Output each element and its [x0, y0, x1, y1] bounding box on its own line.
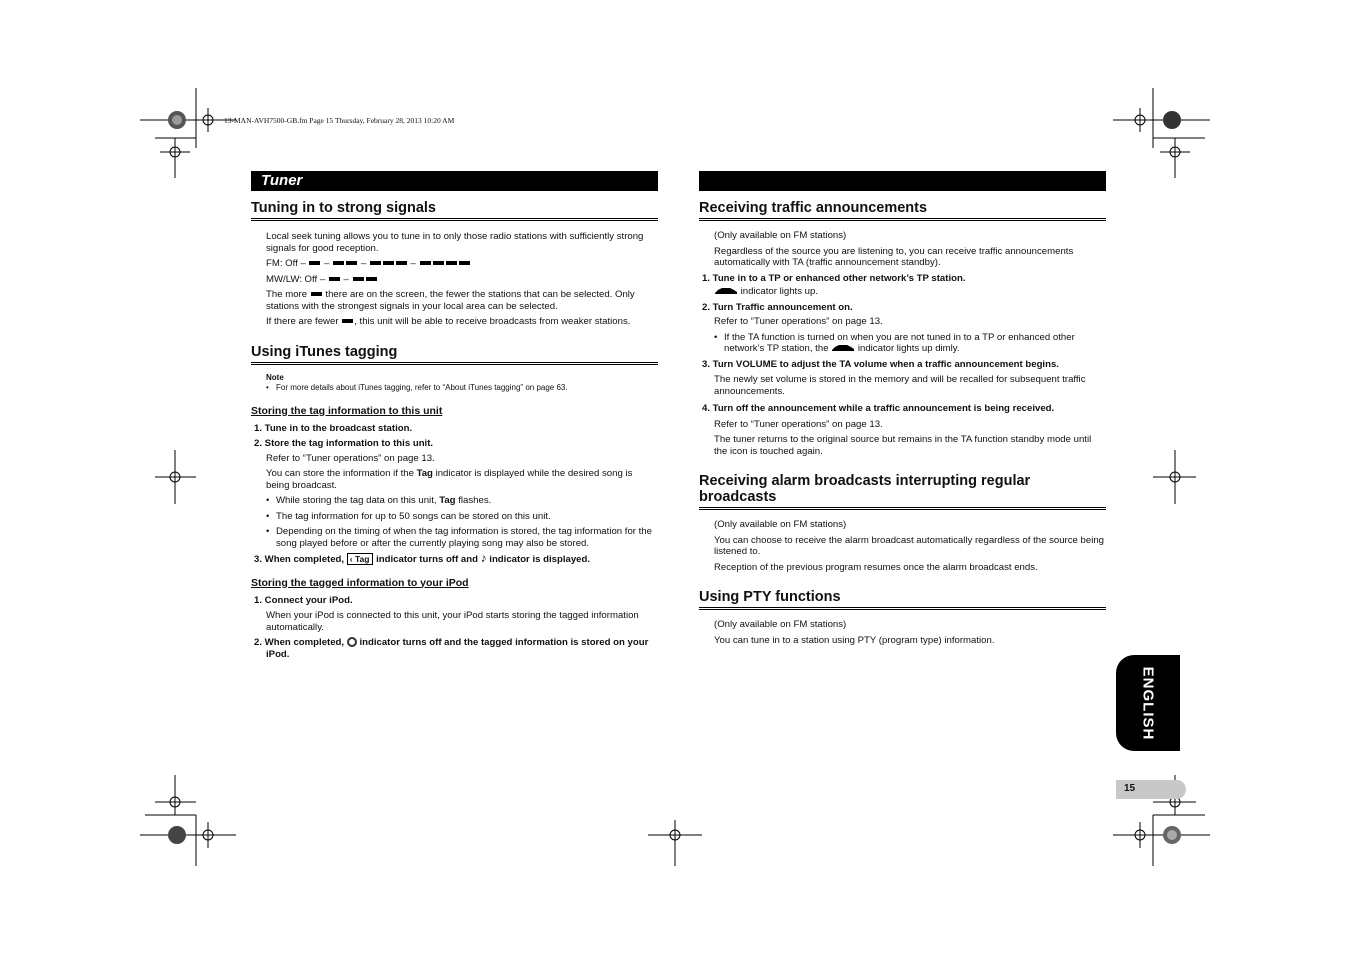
store-info-text: You can store the information if the Tag indicator is displayed while the desired song is being broadcast. [266, 468, 633, 491]
tuning-fewer-text: If there are fewer , this unit will be able to receive broadcasts from weaker stations. [266, 316, 631, 327]
car-indicator-icon-dim [831, 344, 855, 353]
bullet-50-songs: • The tag information for up to 50 songs can be stored on this unit. [266, 511, 658, 523]
refer-tuner-ops: Refer to “Tuner operations” on page 13. [266, 452, 435, 464]
note-text: • For more details about iTunes tagging, refer to “About iTunes tagging” on page 63. [266, 383, 658, 393]
traffic-availability: (Only available on FM stations) [714, 230, 847, 241]
tuning-intro: Local seek tuning allows you to tune in to only those radio stations with sufficiently strong signals for good reception. [266, 231, 644, 254]
tuning-more-text: The more there are on the screen, the fewer the stations that can be selected. Only stations with the strongest signals in your local area can be selected. [266, 289, 635, 312]
step-tune-tp: 1. Tune in to a TP or enhanced other network’s TP station. [702, 272, 966, 284]
bullet-ta-dim: • If the TA function is turned on when you are not tuned in to a TP or enhanced other network’s TP station, the indicator lights up dimly. [714, 332, 1106, 355]
ipod-storing-text: When your iPod is connected to this unit, your iPod starts storing the tagged information automatically. [266, 610, 639, 633]
subheading-storing-ipod: Storing the tagged information to your iPod [251, 576, 469, 589]
page-number-pill [1116, 780, 1186, 799]
right-column [699, 171, 1106, 650]
pty-intro: You can tune in to a station using PTY (program type) information. [714, 634, 995, 646]
ipod-sync-icon [347, 637, 357, 647]
step-store-tag: 2. Store the tag information to this unit. [254, 438, 434, 449]
step-connect-ipod: 1. Connect your iPod. [254, 594, 353, 606]
bullet-timing: • Depending on the timing of when the tag information is stored, the tag information for the song played before or after the currently playing song may also be stored. [266, 526, 658, 549]
step-completed-ipod: 2. When completed, indicator turns off and the tagged information is stored on your iPod. [254, 637, 649, 660]
alarm-availability: (Only available on FM stations) [714, 519, 847, 530]
file-header-meta: 13-MAN-AVH7500-GB.fm Page 15 Thursday, February 28, 2013 10:20 AM [224, 116, 455, 125]
tp-indicator-text: indicator lights up. [714, 286, 1106, 298]
heading-traffic-announcements: Receiving traffic announcements [699, 200, 1106, 221]
tuner-returns-text: The tuner returns to the original source but remains in the TA function standby mode until the icon is touched again. [714, 434, 1092, 457]
section-bar-tuner: Tuner [251, 171, 658, 191]
volume-stored-text: The newly set volume is stored in the memory and will be recalled for subsequent traffic announcements. [714, 374, 1086, 397]
step-tune-in: 1. Tune in to the broadcast station. [254, 422, 413, 434]
heading-itunes-tagging: Using iTunes tagging [251, 344, 658, 365]
heading-tuning-strong-signals: Tuning in to strong signals [251, 200, 658, 221]
pty-availability: (Only available on FM stations) [714, 619, 847, 630]
tag-indicator-icon: ‹ Tag [347, 553, 374, 565]
subheading-storing-tag: Storing the tag information to this unit [251, 404, 443, 417]
language-tab-label: ENGLISH [1139, 666, 1157, 740]
step-completed-tag: 3. When completed, ‹ Tag indicator turns off and ♪ indicator is displayed. [254, 551, 591, 565]
alarm-intro: You can choose to receive the alarm broadcast automatically regardless of the source being listened to. [714, 534, 1105, 557]
step-turn-off-announcement: 4. Turn off the announcement while a traffic announcement is being received. [702, 403, 1055, 414]
car-indicator-icon [714, 287, 738, 296]
fm-levels: FM: Off – – – – [266, 258, 658, 270]
heading-alarm-broadcasts: Receiving alarm broadcasts interrupting regular broadcasts [699, 473, 1106, 510]
refer-tuner-ops-2: Refer to “Tuner operations” on page 13. [714, 418, 883, 430]
section-bar-blank [699, 171, 1106, 191]
note-label: Note [266, 372, 284, 382]
mw-levels: MW/LW: Off – – [266, 274, 658, 286]
language-tab [1116, 655, 1180, 751]
traffic-intro: Regardless of the source you are listening to, you can receive traffic announcements automatically with TA (traffic announcement standby). [714, 245, 1074, 268]
step-traffic-on: 2. Turn Traffic announcement on. [702, 301, 853, 313]
step-ta-volume: 3. Turn VOLUME to adjust the TA volume when a traffic announcement begins. [702, 358, 1059, 370]
page-number: 15 [1124, 783, 1136, 794]
alarm-resume: Reception of the previous program resumes once the alarm broadcast ends. [714, 561, 1038, 573]
music-note-icon: ♪ [480, 551, 487, 565]
refer-tuner-ops-1: Refer to “Tuner operations” on page 13. [714, 316, 883, 327]
left-column [251, 171, 658, 664]
bullet-tag-flashes: • While storing the tag data on this unit, Tag flashes. [266, 495, 658, 507]
heading-pty-functions: Using PTY functions [699, 589, 1106, 610]
